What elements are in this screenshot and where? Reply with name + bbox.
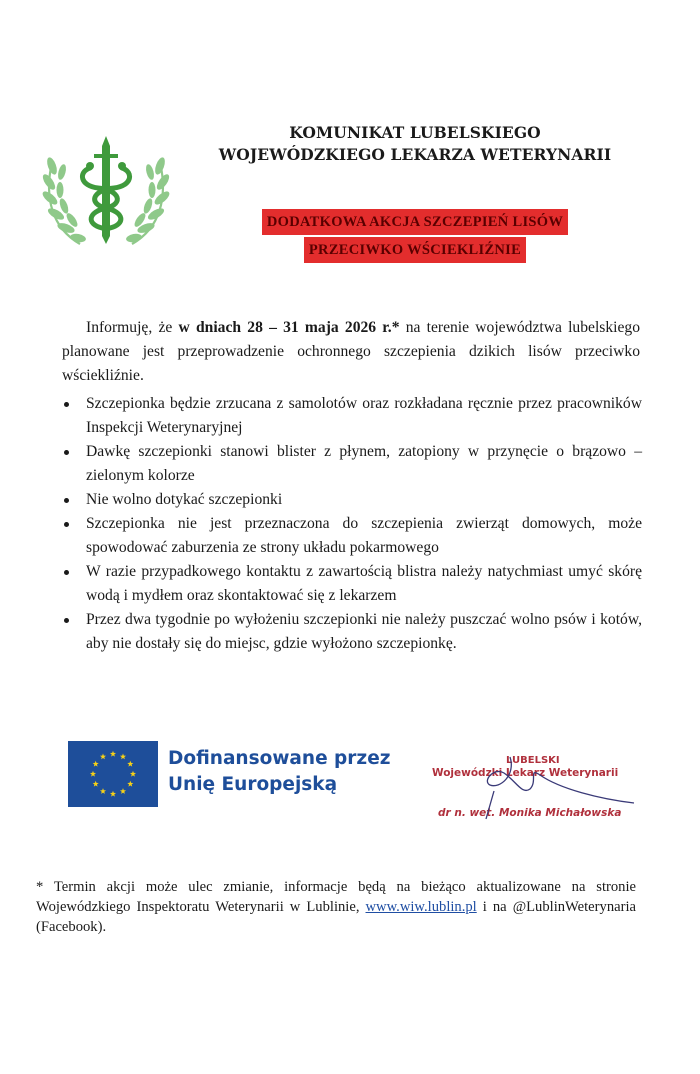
list-item [62,440,642,488]
heading-line-2: WOJEWÓDZKIEGO LEKARZA WETERYNARII [218,145,612,164]
intro-suffix: na terenie województwa lubelskiego planowane jest przeprowadzenie ochronnego szczepienia dzikich lisów przeciwko wściekliźnie. [62,319,640,384]
instructions-list [62,392,642,656]
eu-funding-label [168,746,391,798]
veterinary-logo-icon [40,132,172,250]
list-item [62,392,642,440]
heading-line-1: KOMUNIKAT LUBELSKIEGO [289,123,541,142]
footnote [36,877,636,937]
handwritten-signature-icon [420,745,650,835]
campaign-subtitle [226,208,604,264]
bullet-icon [64,450,69,455]
subtitle-line-2: PRZECIWKO WŚCIEKLIŹNIE [304,237,526,263]
subtitle-line-1: DODATKOWA AKCJA SZCZEPIEŃ LISÓW [262,209,568,235]
list-item-text: Przez dwa tygodnie po wyłożeniu szczepionki nie należy puszczać wolno psów i kotów, aby nie dostały się do miejsc, gdzie wyłożono szczepionkę. [86,611,642,652]
list-item [62,560,642,608]
list-item [62,488,642,512]
intro-paragraph [62,316,640,388]
bullet-icon [64,402,69,407]
website-link[interactable]: www.wiw.lublin.pl [365,899,477,915]
stamp-line-1: LUBELSKI [506,755,560,766]
intro-prefix: Informuję, że [86,319,179,336]
bullet-icon [64,498,69,503]
bullet-icon [64,570,69,575]
stamp-line-2: Wojewódzki Lekarz Weterynarii [432,767,619,779]
eu-funding-line-1: Dofinansowane przez [168,748,391,769]
list-item-text: W razie przypadkowego kontaktu z zawartością blistra należy natychmiast umyć skórę wodą i mydłem oraz skontaktować się z lekarzem [86,563,642,604]
eu-funding-line-2: Unię Europejską [168,774,338,795]
footnote-text: * Termin akcji może ulec zmianie, informacje będą na bieżąco aktualizowane na stronie Wojewódzkiego Inspektoratu Weterynarii w Lublinie, [36,879,636,915]
list-item-text: Dawkę szczepionki stanowi blister z płynem, zatopiony w przynęcie o brązowo – zielonym kolorze [86,443,642,484]
bullet-icon [64,522,69,527]
eu-flag-icon [68,741,158,807]
list-item [62,608,642,656]
list-item-text: Szczepionka będzie zrzucana z samolotów oraz rozkładana ręcznie przez pracowników Inspekcji Weterynaryjnej [86,395,642,436]
list-item-text: Nie wolno dotykać szczepionki [86,491,283,508]
list-item-text: Szczepionka nie jest przeznaczona do szczepienia zwierząt domowych, może spowodować zaburzenia ze strony układu pokarmowego [86,515,642,556]
list-item [62,512,642,560]
bullet-icon [64,618,69,623]
footnote-text-end: i na @LublinWeterynaria (Facebook). [36,899,636,935]
signature-stamp [420,745,650,835]
stamp-signatory: dr n. wet. Monika Michałowska [438,807,622,819]
campaign-dates: w dniach 28 – 31 maja 2026 r.* [178,319,400,336]
notice-heading [175,122,655,166]
